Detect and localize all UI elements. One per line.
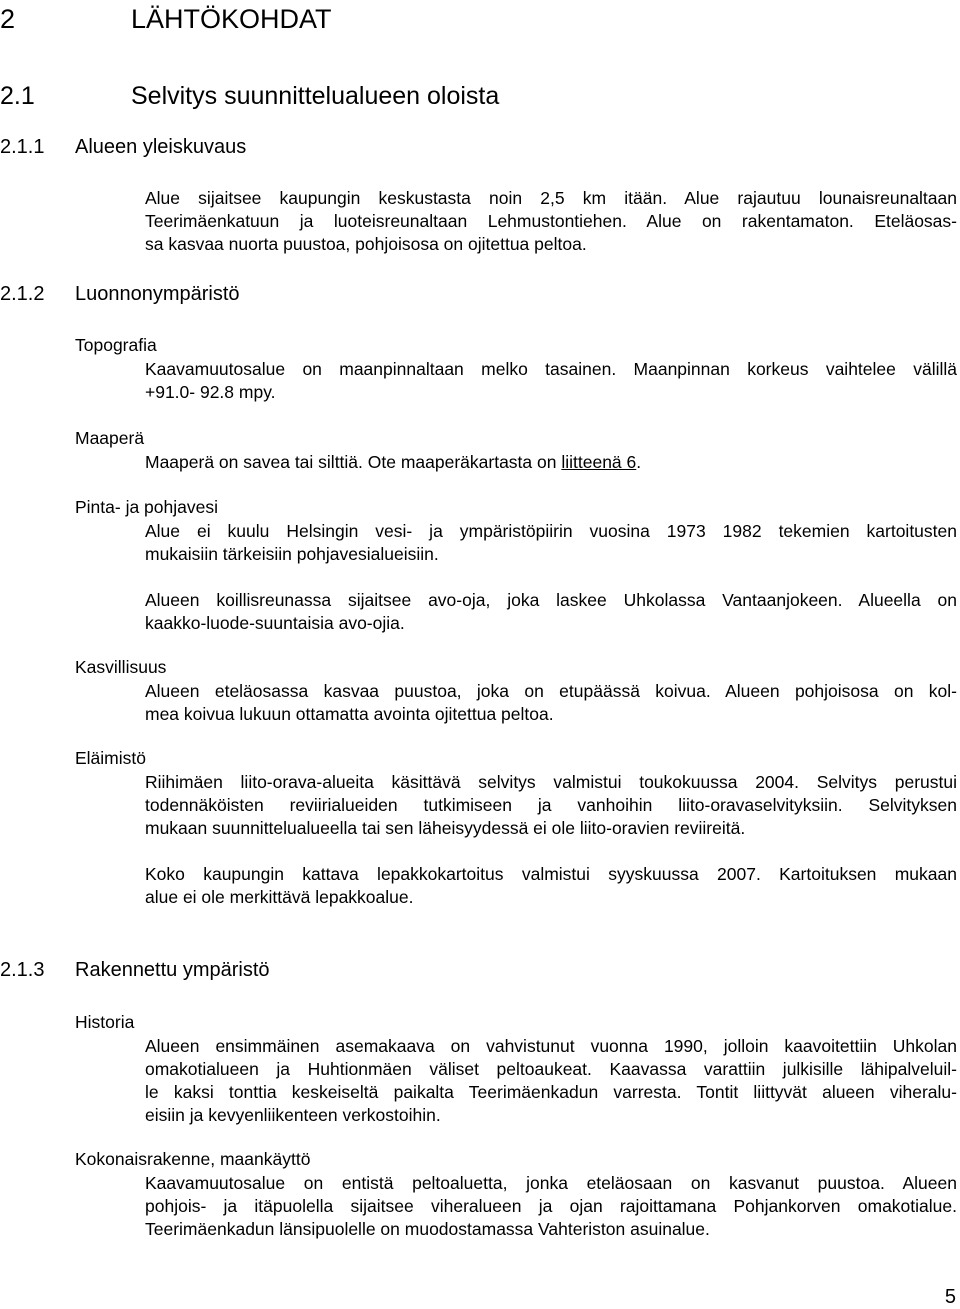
text-line: alue ei ole merkittävä lepakkoalue. [145, 887, 414, 907]
page-number: 5 [944, 1286, 956, 1308]
text-line: Koko kaupungin kattava lepakkokartoitus valmistui syyskuussa 2007. Kartoituksen mukaan [145, 864, 957, 884]
subsection-number: 2.1.1 [0, 136, 45, 158]
text-line: Kaavamuutosalue on entistä peltoaluetta, jonka eteläosaan on kasvanut puustoa. Alueen [145, 1173, 957, 1193]
text-line: Alue sijaitsee kaupungin keskustasta noin 2,5 km itään. Alue rajautuu lounaisreunaltaan [145, 188, 957, 208]
subsection-number: 2.1.2 [0, 283, 45, 305]
paragraph-kokonaisrakenne [145, 1172, 957, 1241]
paragraph-maapera [145, 451, 957, 474]
section-title: Selvitys suunnittelualueen oloista [131, 82, 500, 110]
subheading-historia: Historia [75, 1012, 135, 1032]
subsection-number: 2.1.3 [0, 959, 45, 981]
subheading-elaimisto: Eläimistö [75, 748, 146, 768]
text-line: sa kasvaa nuorta puustoa, pohjoisosa on ojitettua peltoa. [145, 234, 587, 254]
subheading-topografia: Topografia [75, 335, 157, 355]
paragraph-elaimisto-2 [145, 863, 957, 909]
subsection-title: Rakennettu ympäristö [75, 959, 270, 981]
appendix-link[interactable]: liitteenä 6 [561, 452, 637, 472]
text-line: Teerimäenkatuun ja luoteisreunaltaan Lehmustontiehen. Alue on rakentamaton. Eteläosas- [145, 211, 957, 231]
text-line: mukaan suunnittelualueella tai sen läheisyydessä ei ole liito-oravien reviireitä. [145, 818, 746, 838]
subheading-kokonaisrakenne: Kokonaisrakenne, maankäyttö [75, 1149, 311, 1169]
heading-title: LÄHTÖKOHDAT [131, 4, 332, 34]
text-line: Alueen ensimmäinen asemakaava on vahvistunut vuonna 1990, jolloin kaavoitettiin Uhkolan [145, 1036, 957, 1056]
paragraph-elaimisto-1 [145, 771, 957, 840]
text-line: Alueen koillisreunassa sijaitsee avo-oja, joka laskee Uhkolassa Vantaanjokeen. Alueella on [145, 590, 957, 610]
text-segment: Maaperä on savea tai silttiä. Ote maaperäkartasta on [145, 452, 562, 472]
text-line: pohjois- ja itäpuolella sijaitsee viheralueen ja ojan rajoittamana Pohjankorven omakotialue. [145, 1196, 957, 1216]
text-line: le kaksi tonttia keskeiseltä paikalta Teerimäenkadun varresta. Tontit liittyvät alueen viheralu- [145, 1082, 957, 1102]
section-number: 2.1 [0, 82, 35, 110]
text-line: todennäköisten reviirialueiden tutkimiseen ja vanhoihin liito-oravaselvityksiin. Selvityksen [145, 795, 957, 815]
text-line: Teerimäenkadun länsipuolelle on muodostamassa Vahteriston asuinalue. [145, 1219, 710, 1239]
text-segment: . [636, 452, 642, 472]
subsection-title: Alueen yleiskuvaus [75, 136, 247, 158]
text-line: omakotialueen ja Huhtionmäen väliset peltoaukeat. Kaavassa varattiin julkisille lähipalveluil- [145, 1059, 957, 1079]
paragraph-pohjavesi-1 [145, 520, 957, 566]
text-line: mukaisiin tärkeisiin pohjavesialueisiin. [145, 544, 439, 564]
subheading-maapera: Maaperä [75, 428, 145, 448]
text-line: Alue ei kuulu Helsingin vesi- ja ympäristöpiirin vuosina 1973 1982 tekemien kartoitusten [145, 521, 957, 541]
subheading-pohjavesi: Pinta- ja pohjavesi [75, 497, 218, 517]
text-line: +91.0- 92.8 mpy. [145, 382, 276, 402]
text-line: Alueen eteläosassa kasvaa puustoa, joka on etupäässä koivua. Alueen pohjoisosa on kol- [145, 681, 957, 701]
subsection-title: Luonnonympäristö [75, 283, 240, 305]
text-line: Kaavamuutosalue on maanpinnaltaan melko tasainen. Maanpinnan korkeus vaihtelee välillä [145, 359, 957, 379]
text-line: eisiin ja kevyenliikenteen verkostoihin. [145, 1105, 441, 1125]
paragraph-kasvillisuus [145, 680, 957, 726]
text-line: Riihimäen liito-orava-alueita käsittävä selvitys valmistui toukokuussa 2004. Selvitys perustui [145, 772, 957, 792]
text-line: mea koivua lukuun ottamatta avointa ojitettua peltoa. [145, 704, 554, 724]
subheading-kasvillisuus: Kasvillisuus [75, 657, 167, 677]
paragraph-yleiskuvaus [145, 187, 957, 256]
paragraph-pohjavesi-2 [145, 589, 957, 635]
text-line: kaakko-luode-suuntaisia avo-ojia. [145, 613, 405, 633]
paragraph-historia [145, 1035, 957, 1127]
heading-number: 2 [0, 4, 16, 34]
paragraph-topografia [145, 358, 957, 404]
